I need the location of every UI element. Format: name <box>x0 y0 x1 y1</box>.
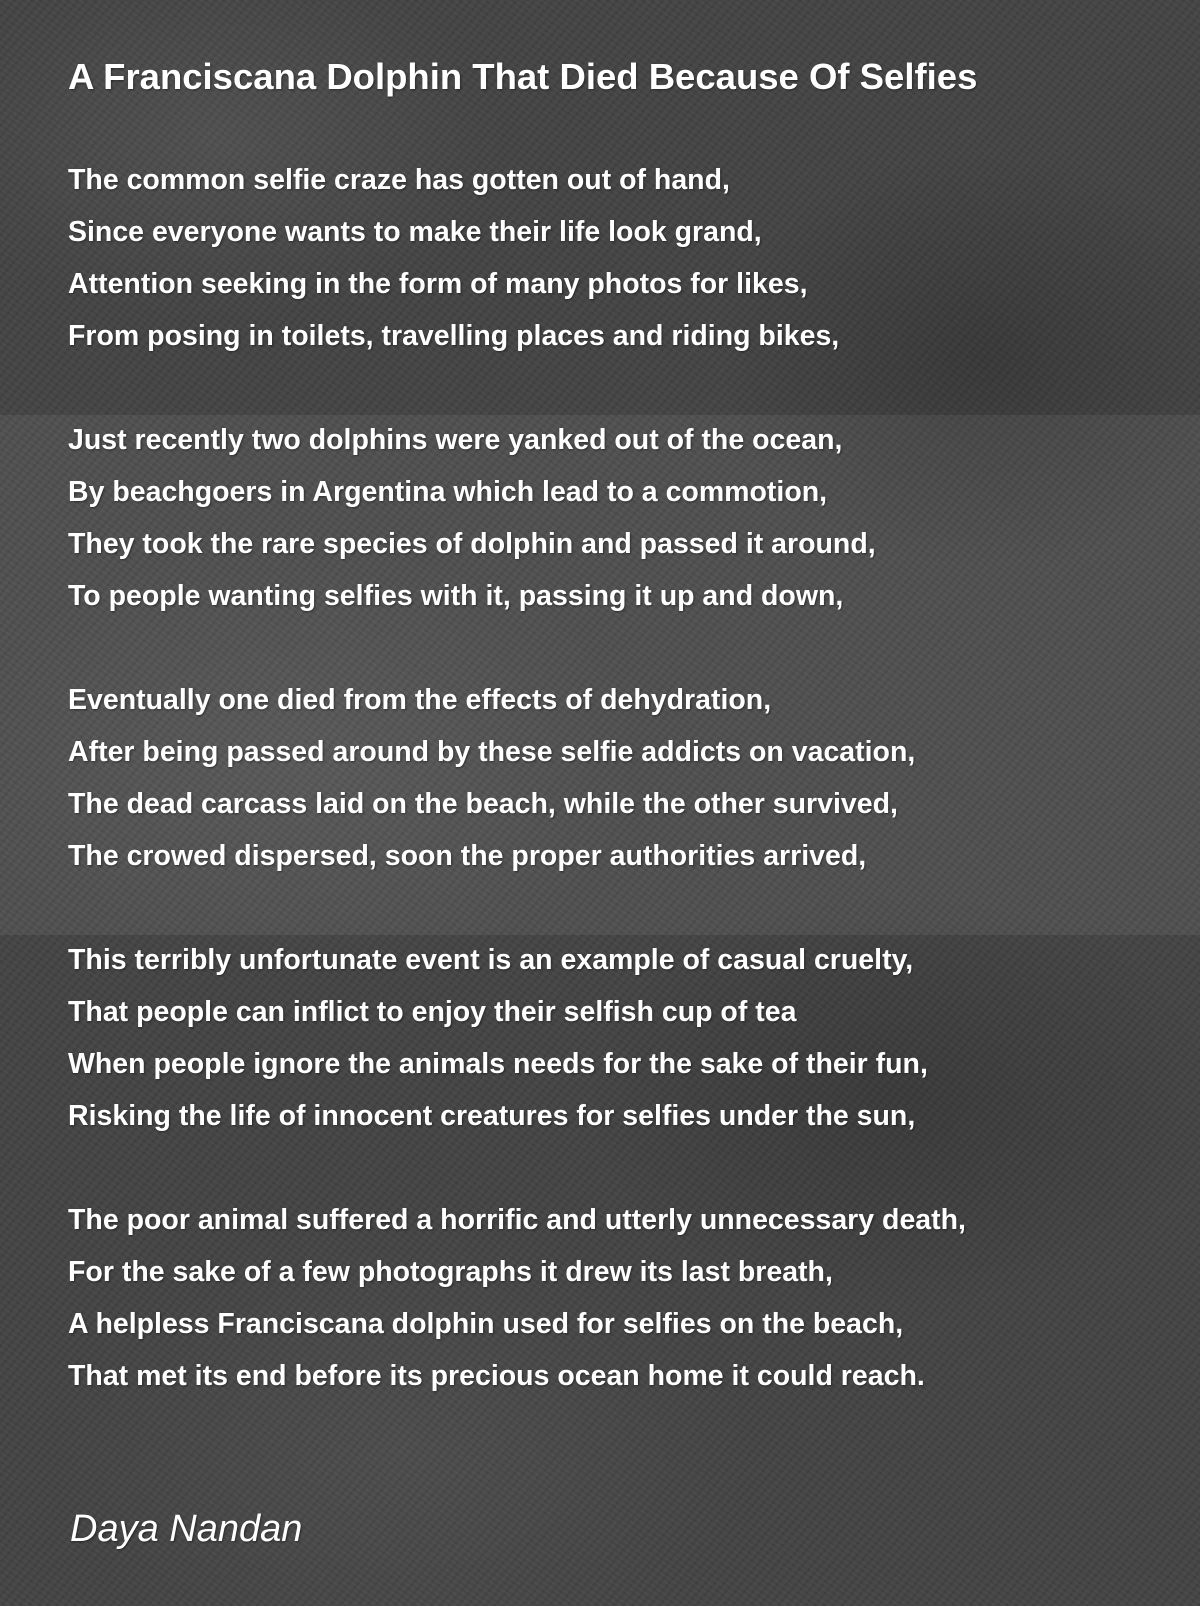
poem-line: Just recently two dolphins were yanked out of the ocean, <box>68 424 843 456</box>
poem-line: The common selfie craze has gotten out of hand, <box>68 164 730 196</box>
stanza-3 <box>68 674 1148 882</box>
poem-line: The dead carcass laid on the beach, while the other survived, <box>68 788 898 820</box>
poem-line: They took the rare species of dolphin and passed it around, <box>68 528 876 560</box>
poem-card <box>68 52 1148 1454</box>
poem-line: Eventually one died from the effects of dehydration, <box>68 684 772 716</box>
poem-line: A helpless Franciscana dolphin used for selfies on the beach, <box>68 1308 904 1340</box>
poem-line: The crowed dispersed, soon the proper authorities arrived, <box>68 840 867 872</box>
poem-line: For the sake of a few photographs it drew its last breath, <box>68 1256 833 1288</box>
poem-line: From posing in toilets, travelling places and riding bikes, <box>68 320 840 352</box>
poem-line: That met its end before its precious ocean home it could reach. <box>68 1360 925 1392</box>
poem-line: Risking the life of innocent creatures for selfies under the sun, <box>68 1100 916 1132</box>
stanza-5 <box>68 1194 1148 1402</box>
poem-line: By beachgoers in Argentina which lead to a commotion, <box>68 476 828 508</box>
poem-line: When people ignore the animals needs for the sake of their fun, <box>68 1048 928 1080</box>
poem-author: Daya Nandan <box>70 1508 303 1550</box>
poem-line: The poor animal suffered a horrific and utterly unnecessary death, <box>68 1204 966 1236</box>
poem-line: Attention seeking in the form of many photos for likes, <box>68 268 808 300</box>
poem-line: This terribly unfortunate event is an example of casual cruelty, <box>68 944 914 976</box>
poem-body <box>68 154 1148 1402</box>
stanza-1 <box>68 154 1148 362</box>
poem-line: After being passed around by these selfie addicts on vacation, <box>68 736 916 768</box>
stanza-2 <box>68 414 1148 622</box>
poem-line: Since everyone wants to make their life look grand, <box>68 216 762 248</box>
poem-line: To people wanting selfies with it, passing it up and down, <box>68 580 844 612</box>
stanza-4 <box>68 934 1148 1142</box>
poem-title: A Franciscana Dolphin That Died Because Of Selfies <box>68 56 978 97</box>
poem-line: That people can inflict to enjoy their selfish cup of tea <box>68 996 797 1028</box>
